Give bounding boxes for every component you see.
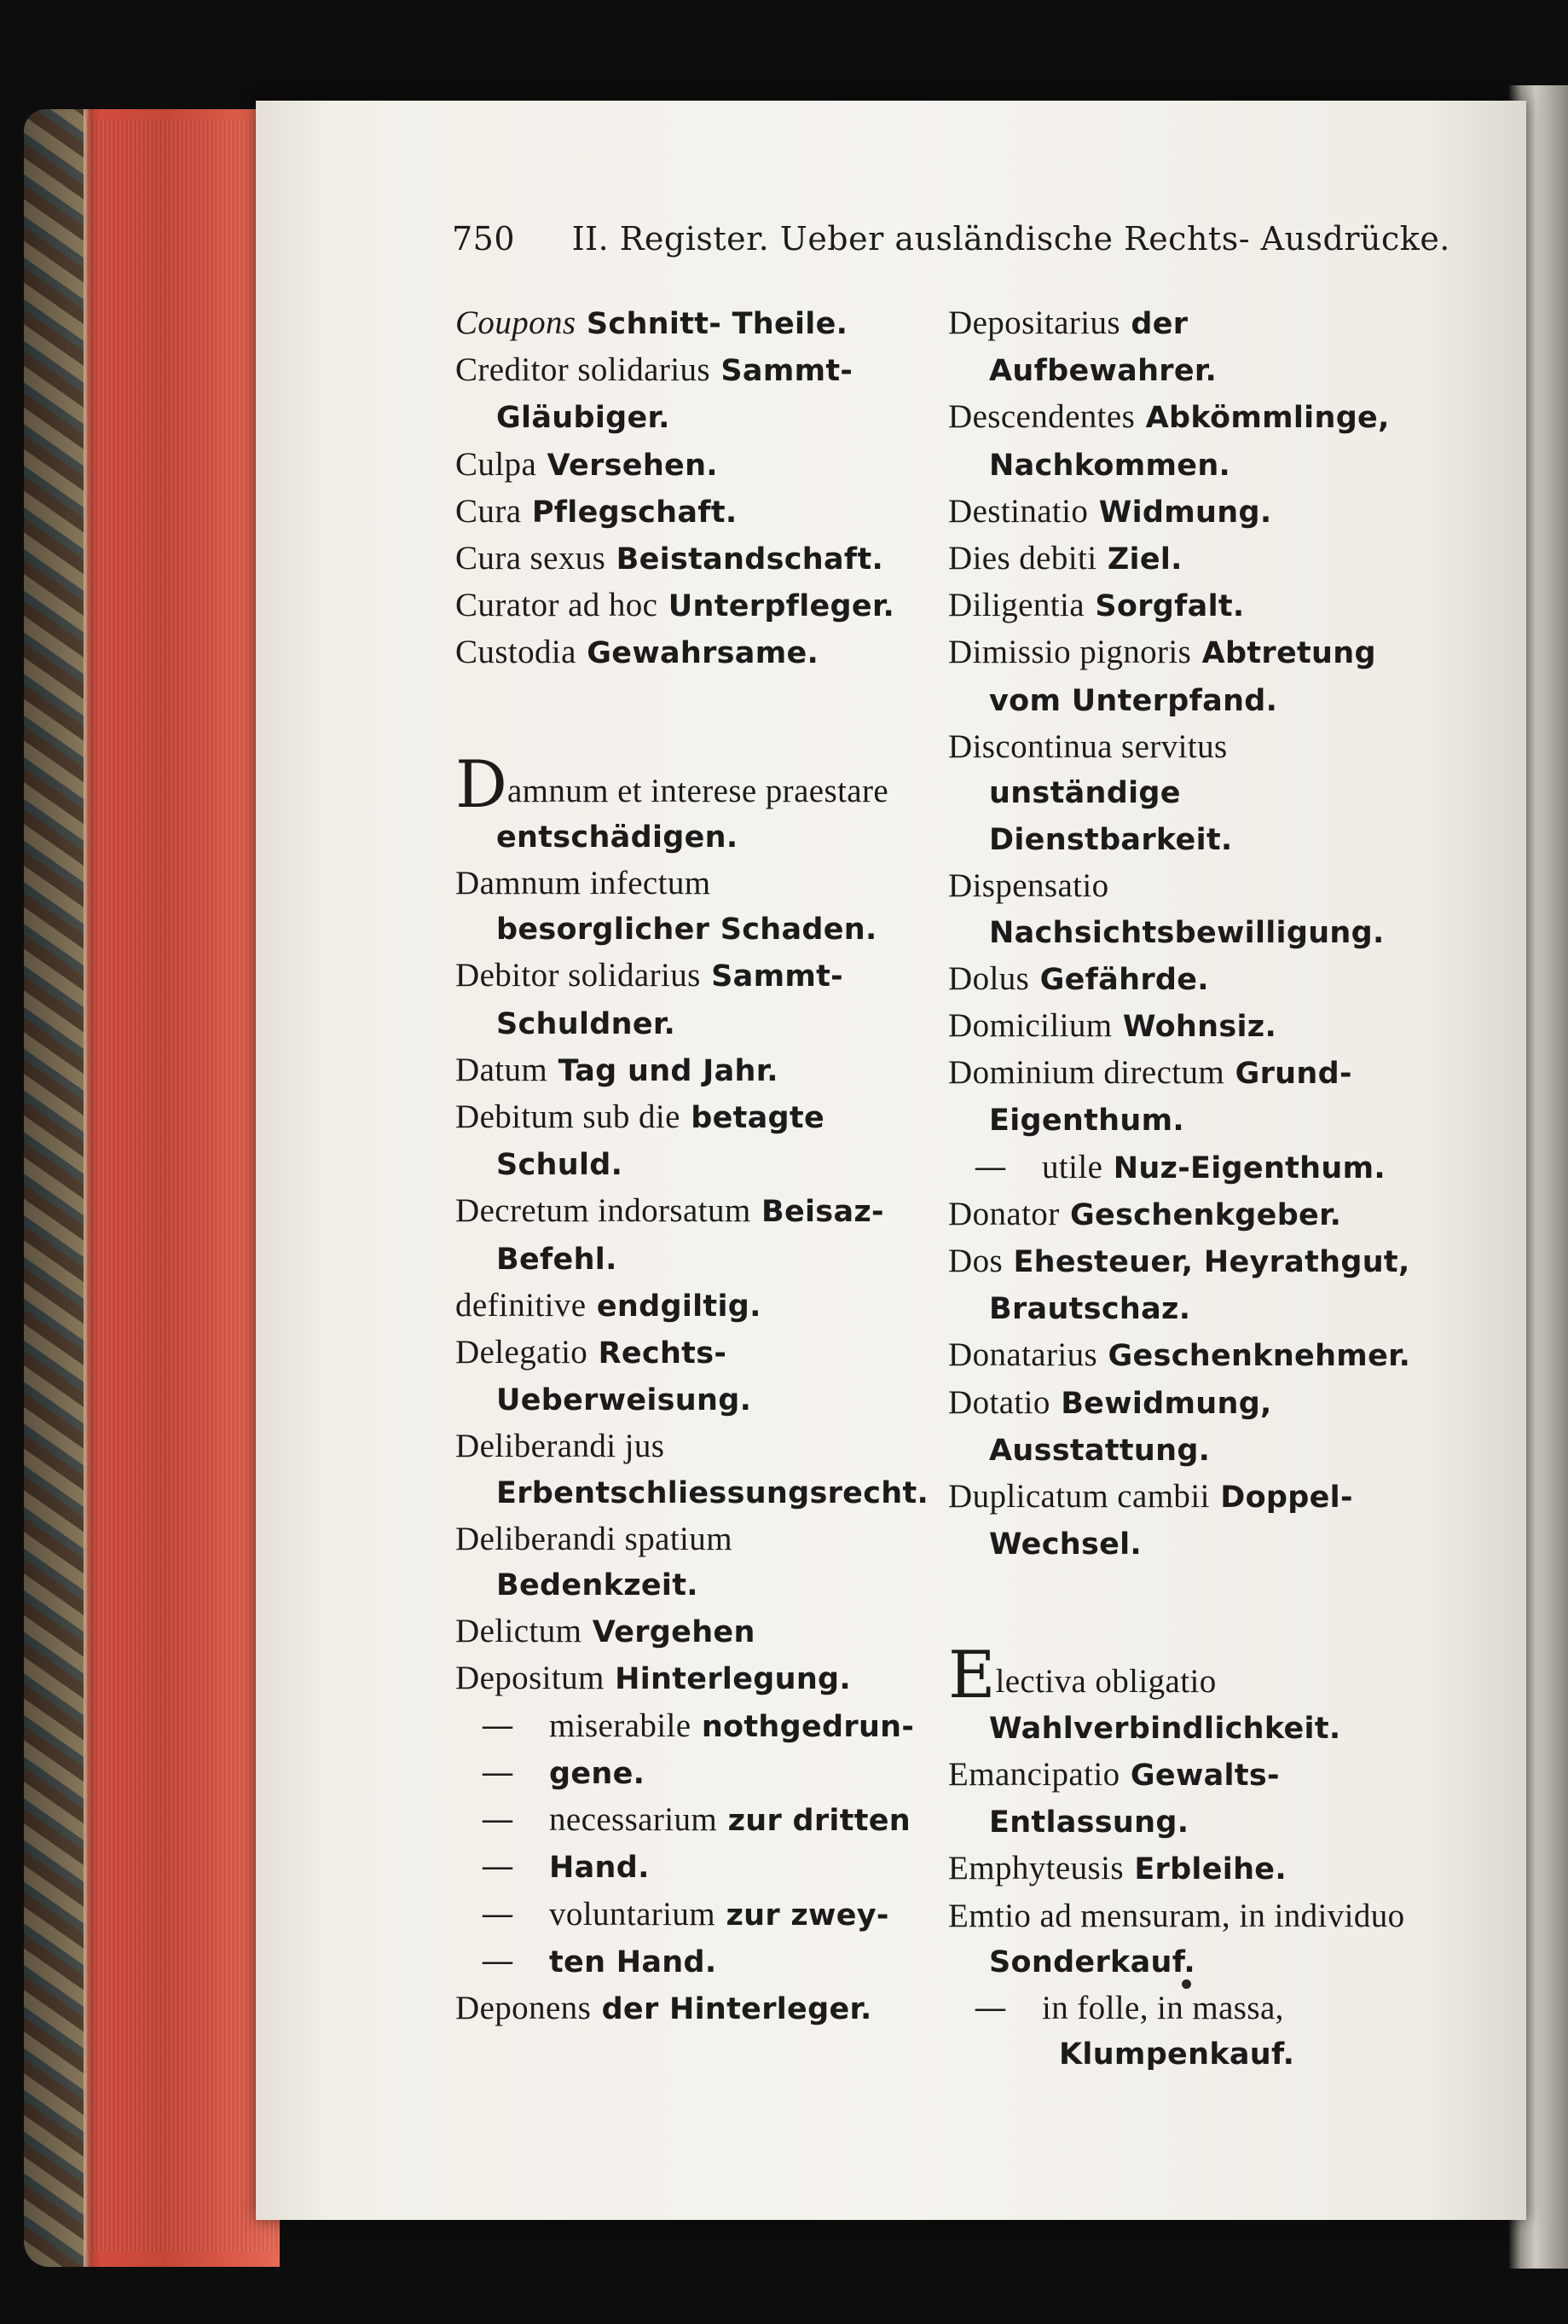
german-term: Ziel.	[1107, 542, 1183, 577]
latin-term: Delegatio	[455, 1334, 588, 1371]
latin-term: Creditor solidarius	[455, 351, 710, 389]
latin-term: definitive	[455, 1286, 587, 1324]
index-entry	[948, 1893, 1426, 1985]
ditto-dash: —	[481, 1847, 514, 1886]
index-entry	[455, 1892, 933, 1939]
latin-term: amnum et interese praestare	[506, 772, 889, 809]
index-entry	[455, 1283, 933, 1330]
marbled-cover	[24, 109, 84, 2267]
german-term: Abkömmlinge, Nachkommen.	[989, 401, 1390, 483]
german-term: Bewidmung, Ausstattung.	[989, 1386, 1272, 1468]
german-term: Sammt-Gläubiger.	[496, 354, 853, 436]
latin-term: Dos	[948, 1243, 1004, 1280]
page-edge-lines	[85, 119, 277, 2252]
index-entry	[455, 953, 933, 1046]
index-entry	[455, 1608, 933, 1655]
latin-term: lectiva obligatio	[995, 1663, 1217, 1701]
index-entry	[948, 1752, 1426, 1846]
german-term: Sorgfalt.	[1095, 589, 1245, 624]
header-title: II. Register. Ueber ausländische Rechts- Ausdrücke.	[571, 220, 1450, 258]
index-entry	[455, 1750, 933, 1797]
latin-term: Emtio ad mensuram, in individuo	[948, 1897, 1405, 1934]
index-entry	[455, 1985, 933, 2032]
index-entry	[948, 724, 1426, 864]
german-term: betagte Schuld.	[496, 1101, 825, 1183]
latin-term: Cura	[455, 492, 522, 530]
german-term: Sonderkauf.	[989, 1944, 1195, 1979]
german-term: zur zwey-	[726, 1898, 889, 1933]
latin-term: Dominium directum	[948, 1054, 1225, 1092]
german-term: Wohnsiz.	[1122, 1010, 1277, 1045]
section-gap	[948, 1568, 1426, 1658]
latin-term: Emphyteusis	[948, 1850, 1124, 1887]
german-term: Bedenkzeit.	[496, 1568, 698, 1603]
index-entry	[948, 1003, 1426, 1050]
latin-term: Depositarius	[948, 304, 1120, 341]
german-term: Rechts- Ueberweisung.	[496, 1336, 752, 1418]
index-entry	[455, 861, 933, 953]
german-term: Geschenkgeber.	[1070, 1197, 1342, 1232]
latin-term: in folle, in massa,	[1042, 1989, 1284, 2026]
german-term: Unterpfleger.	[668, 589, 895, 624]
latin-term: voluntarium	[549, 1895, 716, 1933]
german-term: Beistandschaft.	[616, 542, 884, 577]
german-term: Vergehen	[592, 1615, 755, 1650]
page-number: 750	[452, 220, 516, 258]
german-term: gene.	[549, 1756, 645, 1791]
latin-term: necessarium	[549, 1801, 718, 1839]
german-term: Gewalts- Entlassung.	[989, 1758, 1280, 1840]
latin-term: miserabile	[549, 1707, 691, 1744]
ditto-dash: —	[974, 1147, 1007, 1186]
left-column	[455, 300, 933, 2032]
index-entry	[455, 582, 933, 629]
index-entry	[948, 863, 1426, 955]
german-term: Versehen.	[547, 448, 718, 483]
german-term: Grund-Eigenthum.	[989, 1057, 1352, 1139]
latin-term: Custodia	[455, 634, 576, 671]
ditto-dash: —	[974, 1988, 1007, 2027]
latin-term: Deliberandi spatium	[455, 1520, 732, 1557]
latin-term: Debitor solidarius	[455, 957, 701, 994]
latin-term: Depositum	[455, 1660, 605, 1697]
latin-term: Dies debiti	[948, 540, 1097, 577]
german-term: Gefährde.	[1039, 962, 1209, 997]
latin-term: Damnum infectum	[455, 865, 711, 902]
index-entry	[455, 1423, 933, 1516]
index-entry	[455, 1655, 933, 1702]
index-entry	[948, 1380, 1426, 1474]
index-entry	[948, 1474, 1426, 1568]
latin-term: Discontinua servitus	[948, 727, 1228, 765]
right-column	[948, 300, 1426, 2078]
german-term: endgiltig.	[596, 1289, 761, 1324]
index-entry	[455, 1330, 933, 1423]
german-term: ten Hand.	[549, 1944, 717, 1979]
index-entry	[948, 1050, 1426, 1144]
latin-term: Delictum	[455, 1613, 582, 1650]
german-term: Sammt-Schuldner.	[496, 959, 843, 1041]
german-term: zur dritten	[727, 1804, 911, 1839]
ditto-dash: —	[481, 1753, 514, 1792]
german-term: besorglicher Schaden.	[496, 913, 877, 948]
index-entry	[455, 1047, 933, 1094]
latin-term: Cura sexus	[455, 540, 606, 577]
index-entry	[948, 489, 1426, 536]
index-entry	[455, 442, 933, 489]
index-entry	[948, 1637, 1426, 1751]
german-term: Erbleihe.	[1134, 1852, 1287, 1887]
index-entry	[455, 1516, 933, 1608]
german-term: entschädigen.	[496, 820, 738, 855]
index-entry	[455, 1703, 933, 1750]
latin-term: Datum	[455, 1051, 548, 1088]
german-term: unständige Dienstbarkeit.	[989, 776, 1233, 858]
latin-term: Curator ad hoc	[455, 587, 658, 624]
index-entry	[455, 347, 933, 441]
latin-term: Donator	[948, 1195, 1060, 1232]
ink-dot	[1182, 1979, 1191, 1989]
german-term: Geschenknehmer.	[1108, 1339, 1411, 1374]
latin-term: Domicilium	[948, 1007, 1113, 1045]
german-term: Ehesteuer, Heyrathgut, Brautschaz.	[989, 1245, 1410, 1327]
index-entry	[455, 745, 933, 861]
german-term: Klumpenkauf.	[1059, 2037, 1295, 2072]
latin-term: Debitum sub die	[455, 1098, 680, 1136]
index-entry	[948, 536, 1426, 582]
index-entry	[455, 300, 933, 347]
ditto-dash: —	[481, 1800, 514, 1840]
index-entry	[948, 1846, 1426, 1892]
latin-term: Emancipatio	[948, 1755, 1120, 1793]
german-term: Tag und Jahr.	[558, 1053, 778, 1088]
latin-term: Coupons	[455, 304, 576, 341]
latin-term: Diligentia	[948, 587, 1085, 624]
index-entry	[948, 629, 1426, 723]
german-term: Wahlverbindlichkeit.	[989, 1711, 1341, 1746]
index-entry	[948, 582, 1426, 629]
latin-term: Deliberandi jus	[455, 1428, 665, 1465]
latin-term: Destinatio	[948, 492, 1089, 530]
index-entry	[455, 536, 933, 582]
latin-term: Duplicatum cambii	[948, 1478, 1210, 1516]
german-term: der Aufbewahrer.	[989, 307, 1218, 389]
german-term: Gewahrsame.	[587, 636, 819, 671]
german-term: Hinterlegung.	[615, 1662, 851, 1697]
german-term: Widmung.	[1098, 495, 1272, 530]
latin-term: Dotatio	[948, 1383, 1050, 1421]
german-term: Schnitt- Theile.	[586, 307, 848, 341]
section-initial: E	[948, 1637, 996, 1713]
german-term: Doppel-Wechsel.	[989, 1481, 1353, 1562]
index-entry	[948, 394, 1426, 488]
index-entry	[948, 1145, 1426, 1191]
running-header	[452, 220, 1450, 258]
index-entry	[455, 489, 933, 536]
latin-term: Donatarius	[948, 1336, 1098, 1374]
german-term: Nachsichtsbewilligung.	[989, 915, 1385, 950]
german-term: Hand.	[549, 1851, 650, 1886]
german-term: Beisaz-Befehl.	[496, 1195, 884, 1277]
german-term: der Hinterleger.	[601, 1991, 872, 2026]
latin-term: Dispensatio	[948, 867, 1109, 905]
index-entry	[948, 1332, 1426, 1379]
index-entry	[948, 1985, 1426, 2078]
german-term: nothgedrun-	[701, 1709, 915, 1744]
index-entry	[948, 300, 1426, 394]
german-term: Nuz-Eigenthum.	[1113, 1150, 1386, 1185]
latin-term: Descendentes	[948, 398, 1136, 436]
ditto-dash: —	[481, 1941, 514, 1980]
german-term: Abtretung vom Unterpfand.	[989, 636, 1376, 718]
ditto-dash: —	[481, 1706, 514, 1745]
index-entry	[455, 1188, 933, 1282]
index-entry	[948, 1238, 1426, 1332]
index-entry	[455, 1797, 933, 1844]
index-entry	[455, 1094, 933, 1188]
latin-term: utile	[1042, 1148, 1103, 1185]
index-entry	[455, 629, 933, 676]
latin-term: Decretum indorsatum	[455, 1192, 751, 1230]
latin-term: Dolus	[948, 959, 1030, 997]
latin-term: Deponens	[455, 1989, 592, 2026]
german-term: Erbentschliessungsrecht.	[496, 1475, 929, 1510]
latin-term: Dimissio pignoris	[948, 634, 1192, 671]
section-gap	[455, 677, 933, 768]
index-entry	[455, 1844, 933, 1891]
index-entry	[948, 956, 1426, 1003]
german-term: Pflegschaft.	[531, 495, 738, 530]
latin-term: Culpa	[455, 445, 537, 483]
index-entry	[455, 1939, 933, 1985]
section-initial: D	[455, 745, 507, 822]
index-entry	[948, 1191, 1426, 1238]
ditto-dash: —	[481, 1894, 514, 1933]
